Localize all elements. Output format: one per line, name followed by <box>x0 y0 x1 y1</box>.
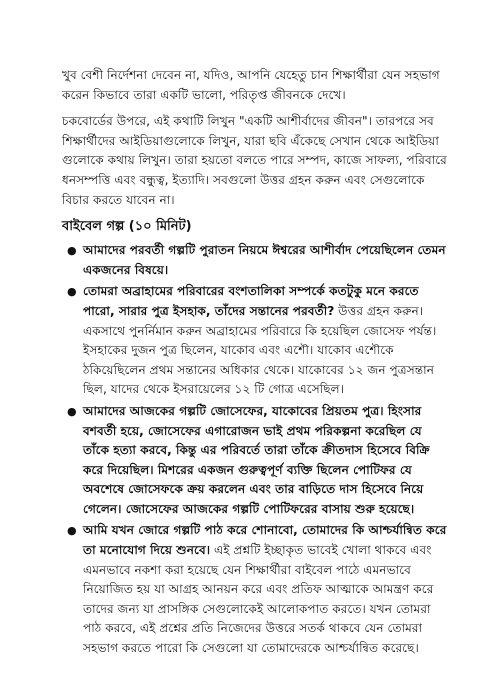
section-heading: বাইবেল গল্প (১০ মিনিট) <box>62 219 192 235</box>
list-item <box>83 402 447 520</box>
list-item <box>83 241 447 280</box>
list-item <box>83 282 447 400</box>
bullet-question: তোমরা অব্রাহামের পরিবারের বংশতালিকা সম্পর্কে কতটুকু মনে করতে পারো, সারার পুত্র ইসহাক, তাঁদের সন্তানের পরবর্তী? <box>83 284 419 318</box>
bullet-question: আমি যখন জোরে গল্পটি পাঠ করে শোনাবো, তোমাদের কি আশ্চর্যান্বিত করে তা মনোযোগ দিয়ে শুনবে। <box>83 523 447 558</box>
bullet-body: উত্তর গ্রহন করুন। একসাথে পুনর্নিমান করুন অব্রাহামের পরিবারে কি হয়েছিল জোসেফ পর্যন্ত। ইসহাকের দুজন পুত্র ছিলেন, যাকোব এবং এশৌ। যাকোব এশৌকে ঠকিয়েছিলেন প্রথম সন্তানের অধিকার থেকে। যাকোবের ১২ জন পুত্রসন্তান ছিল, যাদের থেকে ইসরায়েলের ১২ টি গোত্র এসেছিল। <box>83 303 437 397</box>
intro-paragraph: খুব বেশী নির্দেশনা দেবেন না, যদিও, আপনি যেহেতু চান শিক্ষার্থীরা যেন সহভাগ করেন কিভাবে তারা একটি ভালো, পরিতৃপ্ত জীবনকে দেখে। <box>62 68 440 102</box>
list-item <box>83 521 447 658</box>
bullet-question: আমাদের আজকের গল্পটি জোসেফের, যাকোবের প্রিয়তম পুত্র। হিংসার বশবর্তী হয়ে, জোসেফের এগারোজন ভাই প্রথম পরিকল্পনা করেছিল যে তাঁকে হত্যা করবে, কিন্তু এর পরিবর্তে তারা তাঁকে ক্রীতদাস হিসেবে বিক্রি করে দিয়েছিল। মিশরের একজন গুরুত্বপূর্ণ ব্যক্তি ছিলেন পোটিফর যে অবশেষে জোসেফকে ক্রয় করলেন এবং তার বাড়িতে দাস হিসেবে নিয়ে গেলেন। জোসেফের আজকের গল্পটি পোটিফরের বাসায় শুরু হয়েছে। <box>83 403 430 516</box>
question-list <box>62 241 447 658</box>
bullet-body: এই প্রশ্নটি ইচ্ছাকৃত ভাবেই খোলা থাকবে এবং এমনভাবে নকশা করা হয়েছে যেন শিক্ষার্থীরা বাইবেল পাঠে এমনভাবে নিয়োজিত হয় যা আগ্রহ আনয়ন করে এবং প্রতিফ আত্মাকে আমন্ত্রণ করে তাদের জন্য যা প্রাসঙ্গিক সেগুলোকেই আলোকপাত করতে। যখন তোমরা পাঠ করবে, এই প্রশ্নের প্রতি নিজেদের উত্তরে সতর্ক থাকবে যেন তোমরা সহভাগ করতে পারো কি সেগুলো যা তোমাদেরকে আশ্চর্যান্বিত করেছে। <box>83 543 434 656</box>
bullet-question: আমাদের পরবর্তী গল্পটি পুরাতন নিয়মে ঈশ্বরের আশীর্বাদ পেয়েছিলেন তেমন একজনের বিষয়ে। <box>83 243 446 277</box>
document-page <box>62 66 447 661</box>
chalkboard-paragraph: চকবোর্ডের উপরে, এই কথাটি লিখুন "একটি আশীর্বাদের জীবন"। তারপরে সব শিক্ষার্থীদের আইডিয়াগুলোকে লিখুন, যারা ছবি এঁকেছে সেখান থেকে আইডিয়া গুলোকে কথায় লিখুন। তারা হয়তো বলতে পারে সম্পদ, কাজে সাফল্য, পরিবারে ধনসম্পত্তি এবং বন্ধুত্ব, ইত্যাদি। সবগুলো উত্তর গ্রহন করুন এবং সেগুলোকে বিচার করতে যাবেন না। <box>62 114 447 207</box>
